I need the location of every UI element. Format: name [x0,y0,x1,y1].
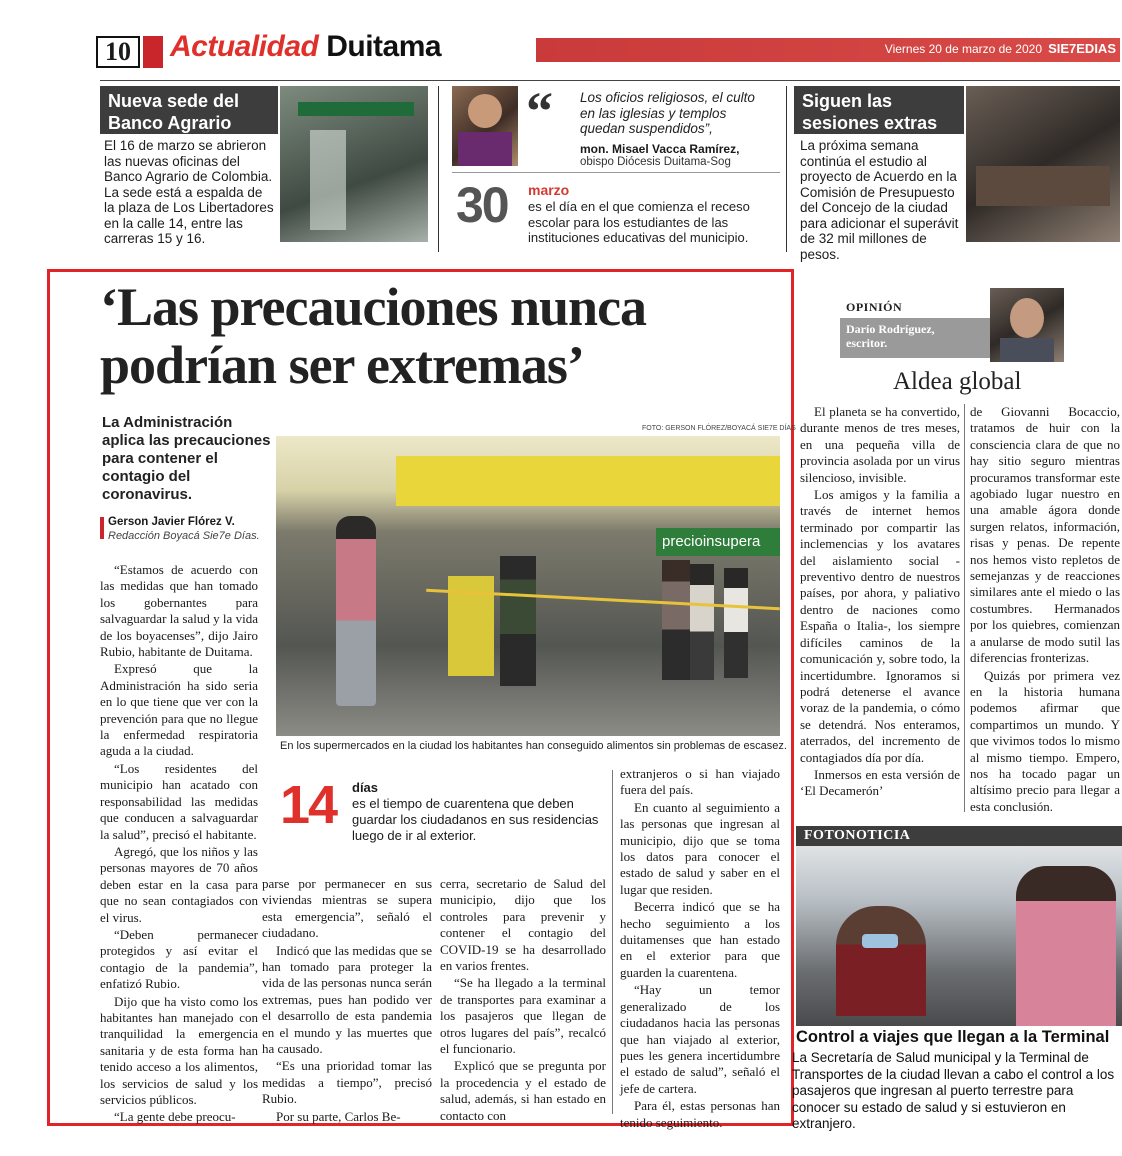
terminal-photo [796,846,1122,1026]
fact-number: 30 [456,177,508,233]
paragraph: “Hay un temor generalizado de los ciudadanos hacia las personas que han viajado al exterior, pues les genera incertidumbre el estado de salud”, señaló el jefe de cartera. [620,982,780,1096]
paragraph: Quizás por primera vez en la historia humana podemos afirmar que compartimos un mundo. Y que vivimos todos lo mismo al mismo tiempo. Empero, nos ha tocado pagar un altísimo precio para llegar a esta conclusión. [970,667,1120,814]
paragraph: Dijo que ha visto como los habitantes han manejado con tranquilidad la emergencia sanitaria y de esta forma han tenido acceso a los alimentos, los servicios de salud y los servicios públicos. [100,993,258,1107]
fotonoticia-bar [796,826,1122,846]
byline-accent [100,517,104,539]
supermarket-photo [276,436,780,736]
section-title-city: Duitama [326,30,442,63]
paragraph: Becerra indicó que se ha hecho seguimiento a los duitamenses que han estado en el exterior para que guarden la cuarentena. [620,899,780,980]
photo-caption: En los supermercados en la ciudad los habitantes han conseguido alimentos sin problemas de escasez. [280,740,787,752]
article-column-2 [262,876,432,1126]
opinion-label: OPINIÓN [846,300,903,314]
article-author: Gerson Javier Flórez V. [108,516,235,528]
newspaper-brand: SIE7EDIAS [1048,41,1116,56]
council-table [976,166,1110,206]
paragraph: Explicó que se pregunta por la procedencia y el estado de salud, además, si han estado en contacto con [440,1058,606,1123]
columnist-shirt [1000,338,1054,362]
quote-author-role: obispo Diócesis Duitama-Sog [580,156,731,168]
opinion-title: Aldea global [893,368,1022,395]
columnist-photo [990,288,1064,362]
fotonoticia-text: La Secretaría de Salud municipal y la Terminal de Transportes de la ciudad llevan a cabo el control a los pasajeros que ingresan al puerto terrestre para conocer su estado de salud y si estuvieron en extranjero. [792,1050,1115,1131]
opinion-column-1 [800,404,960,801]
photo-credit: FOTO: GERSON FLÓREZ/BOYACÁ SIE7E DÍAS [642,425,796,432]
page-number-accent [143,36,163,68]
bishop-photo [452,86,518,166]
brief-right-text: La próxima semana continúa el estudio al proyecto de Acuerdo en la Comisión de Presupuesto del Concejo de la ciudad para adicionar el superávit de 32 mil millones de pesos. [800,138,959,262]
paragraph: “Los residentes del municipio han acatado con responsabilidad las medidas que conducen a salvaguardar la salud”, precisó el habitante. [100,760,258,842]
passenger [836,906,926,1016]
quote-mark-icon: “ [526,81,553,141]
paragraph: Los amigos y la familia a través de internet hemos terminado por compartir las inclemencias y los avatares del aislamiento social -preventivo dentro de nuestros países, por ahora, y paliativo dentro de naciones como España o Italia-, los siempre difíciles caminos de la comunicación y, sobre todo, la incertidumbre. Ignoramos si podrá detenerse el avance voraz de la pandemia, o cómo se detendrá. Nos enteramos, aterrados, del incremento de contagiados día por día. [800,487,960,765]
brief-left-text: El 16 de marzo se abrieron las nuevas oficinas del Banco Agrario de Colombia. La sede está a espalda de la plaza de Los Libertadores en la calle 14, entre las carreras 15 y 16. [104,138,274,246]
column-divider [786,86,787,252]
paragraph: extranjeros o si han viajado fuera del país. [620,766,780,798]
paragraph: de Giovanni Bocaccio, tratamos de huir con la consciencia clara de que no hay sitio seguro mientras procuramos transformar este agobiado lugar nuestro en una amable ágora donde surgen relatos, información, risas y penas. De repente nos hemos visto repletos de semejanzas y de reacciones similares ante el miedo o las costumbres. Hermanados por los quiebres, comienzan a anularse de modo sutil las diferencias fronterizas. [970,404,1120,666]
article-desk: Redacción Boyacá Sie7e Días. [108,530,260,542]
fotonoticia-title: Control a viajes que llegan a la Terminal [796,1028,1110,1046]
paragraph: El planeta se ha convertido, durante menos de tres meses, en una pequeña villa de provincia asolada por un virus silencioso, invisible. [800,404,960,485]
paragraph: “Estamos de acuerdo con las medidas que han tomado los gobernantes para salvaguardar la salud y la vida de los boyacenses”, dijo Jairo Rubio, habitante de Duitama. [100,562,258,660]
opinion-column-2 [970,404,1120,816]
bank-photo [280,86,428,242]
issue-date: Viernes 20 de marzo de 2020 [884,42,1042,56]
opinion-author-box [840,318,990,358]
page-number: 10 [96,36,140,68]
queue-person [724,568,748,678]
brief-right-title: Siguen las sesiones extras [794,86,964,134]
paragraph: Para él, estas personas han tenido seguimiento. [620,1098,780,1130]
column-divider [964,404,965,812]
quote-divider [452,172,780,173]
article-column-4 [620,766,780,1132]
fact-unit: marzo [528,182,570,198]
face-mask [862,934,898,948]
columnist-face [1010,298,1044,338]
section-title-actualidad: Actualidad [170,30,319,63]
paragraph: Agregó, que los niños y las personas mayores de 70 años deben estar en la casa para que no sean contagiados con el virus. [100,843,258,925]
health-worker [1016,866,1116,1026]
highlight-unit: días [352,780,379,795]
article-column-1 [100,562,258,1127]
paragraph: Por su parte, Carlos Be- [276,1108,401,1124]
quote-text: Los oficios religiosos, el culto en las iglesias y templos quedan suspendidos”, [580,90,755,136]
column-divider [612,770,613,1114]
column-divider [438,86,439,252]
store-sign: precioinsupera [656,528,780,556]
council-photo [966,86,1120,242]
fact-text: es el día en el que comienza el receso escolar para los estudiantes de las instituciones educativas del municipio. [528,199,750,245]
highlight-text: es el tiempo de cuarentena que deben guardar los ciudadanos en sus residencias luego de ir al exterior. [352,796,599,843]
opinion-author: Darío Rodríguez, [846,322,935,336]
paragraph: Indicó que las medidas que se han tomado para proteger la vida de las personas nunca serán extremas, pues han podido ver el desarrollo de esta pandemia en el mundo y las muertes que ha causado. [262,942,432,1057]
bishop-face [468,94,502,128]
queue-person [662,560,690,680]
top-strip-rule [100,80,1120,81]
bank-sign [298,102,414,116]
section-title [170,30,441,64]
queue-person [500,556,536,686]
brief-left-title: Nueva sede del Banco Agrario [100,86,278,134]
paragraph: En cuanto al seguimiento a las personas que ingresan al municipio, dijo que se toma los datos para conocer el estado de salud y saber en el lugar que residen. [620,799,780,897]
paragraph: cerra, secretario de Salud del municipio, dijo que los controles para prevenir y contener el contagio del COVID-19 se ha desarrollado en varios frentes. [440,876,606,974]
paragraph: parse por permanecer en sus viviendas mientras se supera esta emergencia”, señaló el ciudadano. [262,876,432,941]
store-awning [396,456,780,506]
article-dek: La Administración aplica las precauciones para contener el contagio del coronavirus. [102,414,271,503]
paragraph: “Deben permanecer protegidos y así evitar el contagio de la pandemia”, enfatizó Rubio. [100,926,258,992]
fotonoticia-label: FOTONOTICIA [804,828,911,843]
article-headline: ‘Las precauciones nunca podrían ser extremas’ [100,277,647,395]
quote-author: mon. Misael Vacca Ramírez, [580,142,740,156]
paragraph: “Se ha llegado a la terminal de transportes para examinar a los pasajeros que llegan de otros lugares del país”, recalcó el funcionario. [440,975,606,1057]
highlight-number: 14 [280,775,337,835]
paragraph: Inmersos en esta versión de ‘El Decamerón’ [800,766,960,799]
bank-door [310,130,346,230]
paragraph: Expresó que la Administración ha sido seria en lo que tiene que ver con la prevención para que no llegue la enfermedad respiratoria aguda a la ciudad. [100,661,258,759]
paragraph: “La gente debe preocu- [114,1109,236,1125]
queue-person [690,564,714,680]
opinion-author-role: escritor. [846,336,888,350]
article-column-3 [440,876,606,1125]
paragraph: “Es una prioridad tomar las medidas a tiempo”, precisó Rubio. [262,1058,432,1107]
bishop-robe [458,132,512,166]
woman-pedestrian [336,516,376,706]
